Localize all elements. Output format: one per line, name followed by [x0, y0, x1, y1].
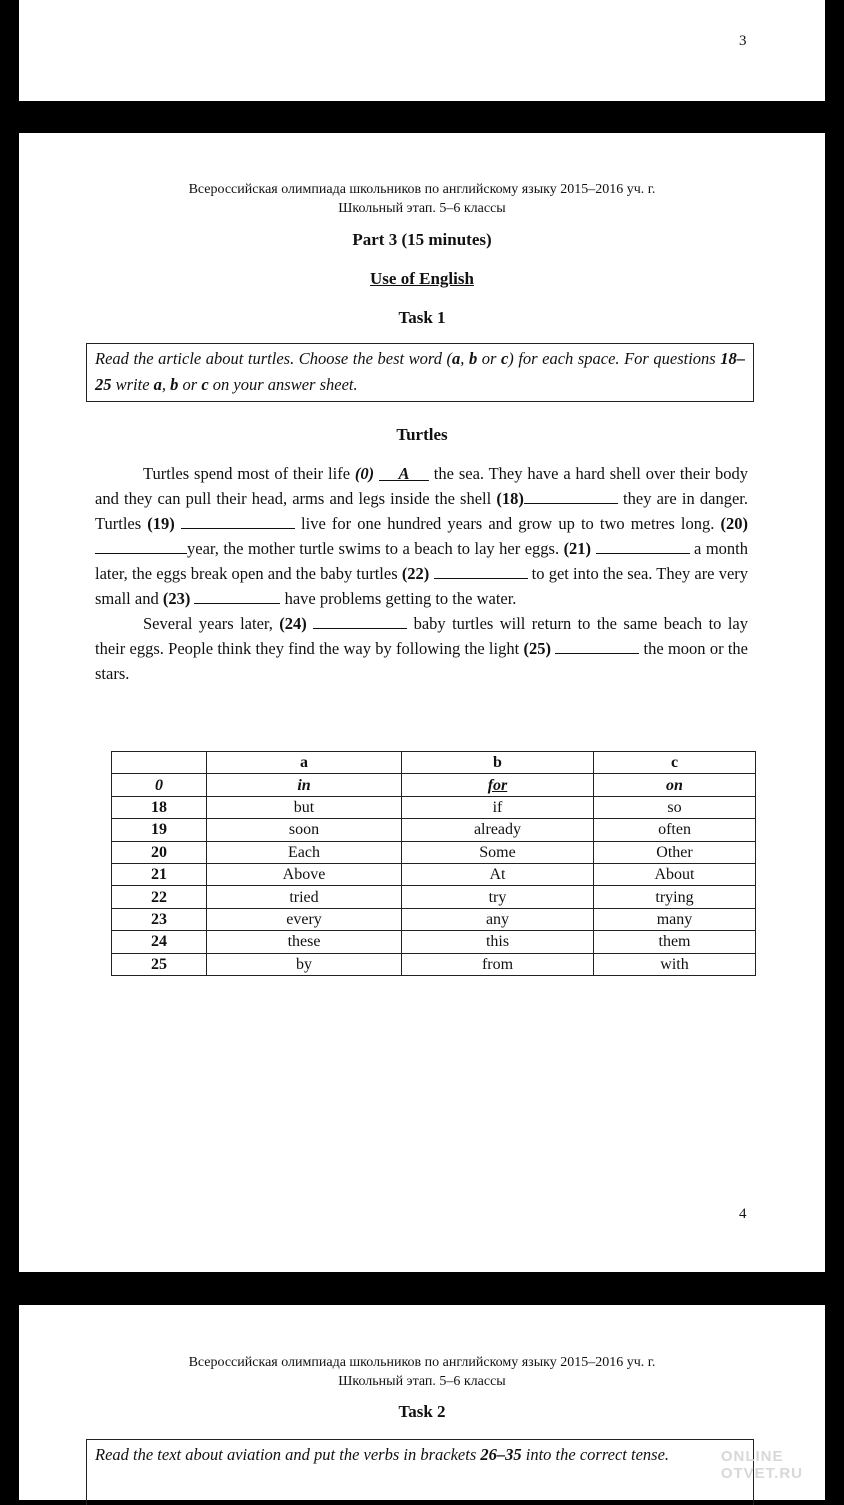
table-cell: About: [594, 863, 756, 885]
table-cell: them: [594, 931, 756, 953]
table-row: [112, 863, 756, 885]
table-cell: this: [402, 931, 594, 953]
table-cell: try: [402, 886, 594, 908]
article-paragraph-2: [95, 611, 748, 686]
header-line-1: Всероссийская олимпиада школьников по английскому языку 2015–2016 уч. г.: [188, 1355, 656, 1370]
table-row: [112, 796, 756, 818]
instr-b: b: [170, 375, 179, 394]
section-title: [19, 269, 825, 289]
article-text: the sea. They have a hard shell over their body and they can pull their head, arms and legs inside the shell: [95, 464, 749, 508]
table-row: [112, 953, 756, 975]
instr-text: or: [477, 349, 501, 368]
table-cell: on: [594, 774, 756, 796]
answer-blank: [524, 489, 618, 504]
article-paragraph-1: [95, 461, 748, 611]
instr-text: write: [111, 375, 154, 394]
section-title-text: Use of English: [370, 269, 474, 288]
table-cell: Above: [207, 863, 402, 885]
article-text: to get into the sea. They are very small and: [95, 564, 749, 608]
instr-text: ,: [161, 375, 171, 394]
instr-a: a: [452, 349, 461, 368]
instr-text: on your answer sheet.: [208, 375, 358, 394]
table-cell: 18: [112, 796, 207, 818]
answer-blank: [313, 614, 407, 629]
part-title: Part 3 (15 minutes): [352, 230, 492, 249]
gap-number: (20): [720, 514, 748, 533]
table-cell: Each: [207, 841, 402, 863]
page-4: [19, 133, 825, 1272]
article-title: Turtles: [396, 425, 448, 444]
gap-number: (0): [354, 464, 375, 483]
options-table: [111, 751, 756, 976]
table-row: [112, 931, 756, 953]
article-text: live for one hundred years and grow up to two metres long.: [294, 514, 721, 533]
table-cell: already: [402, 819, 594, 841]
gap-number: (24): [279, 614, 307, 633]
instr-a: a: [153, 375, 162, 394]
example-answer: [379, 464, 429, 483]
table-cell: with: [594, 953, 756, 975]
table-cell: every: [207, 908, 402, 930]
table-cell: 21: [112, 863, 207, 885]
article-text: have problems getting to the water.: [280, 589, 517, 608]
table-cell: 23: [112, 908, 207, 930]
article-text: Turtles spend most of their life: [143, 464, 355, 483]
table-cell: in: [207, 774, 402, 796]
page-number: 3: [739, 33, 747, 49]
instr-range: 18–25: [95, 349, 746, 394]
table-cell: 20: [112, 841, 207, 863]
table-cell: 0: [112, 774, 207, 796]
table-cell: At: [402, 863, 594, 885]
watermark: [721, 1448, 803, 1482]
gap-number: (23): [162, 589, 191, 608]
table-cell: Other: [594, 841, 756, 863]
instr-range: 26–35: [480, 1445, 522, 1464]
watermark-line-2: OTVET.RU: [720, 1465, 803, 1482]
task-title: Task 2: [398, 1402, 446, 1421]
table-cell: by: [207, 953, 402, 975]
instr-text: ,: [460, 349, 469, 368]
table-row-example: [112, 774, 756, 796]
answer-blank: [555, 639, 639, 654]
table-cell: 22: [112, 886, 207, 908]
article-text: the moon or the stars.: [95, 639, 749, 683]
table-cell: if: [402, 796, 594, 818]
table-cell: often: [594, 819, 756, 841]
olympiad-header: [19, 180, 825, 218]
table-cell: so: [594, 796, 756, 818]
instr-c: c: [500, 349, 509, 368]
instr-text: Read the article about turtles. Choose the best word (: [95, 349, 452, 368]
answer-blank: [596, 539, 690, 554]
table-cell: 25: [112, 953, 207, 975]
article-text: they are in danger. Turtles: [95, 489, 749, 533]
instr-c: c: [201, 375, 209, 394]
table-row: [112, 841, 756, 863]
table-header-cell: [112, 752, 207, 774]
table-row: [112, 908, 756, 930]
article-text: baby turtles will return to the same beach to lay their eggs. People think they find the way by following the light: [95, 614, 748, 658]
table-cell: any: [402, 908, 594, 930]
table-cell: soon: [207, 819, 402, 841]
header-line-1: Всероссийская олимпиада школьников по английскому языку 2015–2016 уч. г.: [188, 182, 656, 197]
instr-text: or: [178, 375, 202, 394]
answer-blank: [434, 564, 528, 579]
article-text: year, the mother turtle swims to a beach to lay her eggs.: [187, 539, 564, 558]
table-cell: but: [207, 796, 402, 818]
table-header-cell: b: [402, 752, 594, 774]
article-body: [95, 461, 748, 686]
instr-b: b: [468, 349, 478, 368]
answer-blank: [181, 514, 295, 529]
table-cell: 24: [112, 931, 207, 953]
table-cell: many: [594, 908, 756, 930]
page-5-fragment: [19, 1305, 825, 1500]
table-header-cell: c: [594, 752, 756, 774]
table-cell: from: [402, 953, 594, 975]
gap-number: (25): [523, 639, 551, 658]
table-row: [112, 819, 756, 841]
page-number: 4: [739, 1206, 747, 1222]
gap-number: (18): [496, 489, 524, 508]
instr-text: into the correct tense.: [521, 1445, 670, 1464]
task-title: Task 1: [398, 308, 446, 327]
table-cell: for: [402, 774, 594, 796]
table-cell: Some: [402, 841, 594, 863]
article-text: a month later, the eggs break open and the baby turtles: [95, 539, 748, 583]
olympiad-header: [19, 1353, 825, 1391]
instr-text: ) for each space. For questions: [508, 349, 721, 368]
answer-blank: [95, 539, 187, 554]
example-answer-letter: A: [398, 464, 410, 483]
gap-number: (19): [147, 514, 175, 533]
task-instructions: [86, 1439, 754, 1505]
header-line-2: Школьный этап. 5–6 классы: [338, 201, 506, 216]
page-3-fragment: [19, 0, 825, 101]
table-cell: tried: [207, 886, 402, 908]
table-cell: trying: [594, 886, 756, 908]
table-header-cell: a: [207, 752, 402, 774]
article-text: Several years later,: [143, 614, 280, 633]
gap-number: (21): [563, 539, 592, 558]
table-cell: these: [207, 931, 402, 953]
header-line-2: Школьный этап. 5–6 классы: [338, 1374, 506, 1389]
watermark-line-1: ONLINE: [720, 1448, 784, 1465]
instr-text: Read the text about aviation and put the verbs in brackets: [95, 1445, 481, 1464]
table-header-row: [112, 752, 756, 774]
answer-blank: [194, 589, 280, 604]
table-row: [112, 886, 756, 908]
task-instructions: [86, 343, 754, 402]
gap-number: (22): [401, 564, 430, 583]
table-cell: 19: [112, 819, 207, 841]
